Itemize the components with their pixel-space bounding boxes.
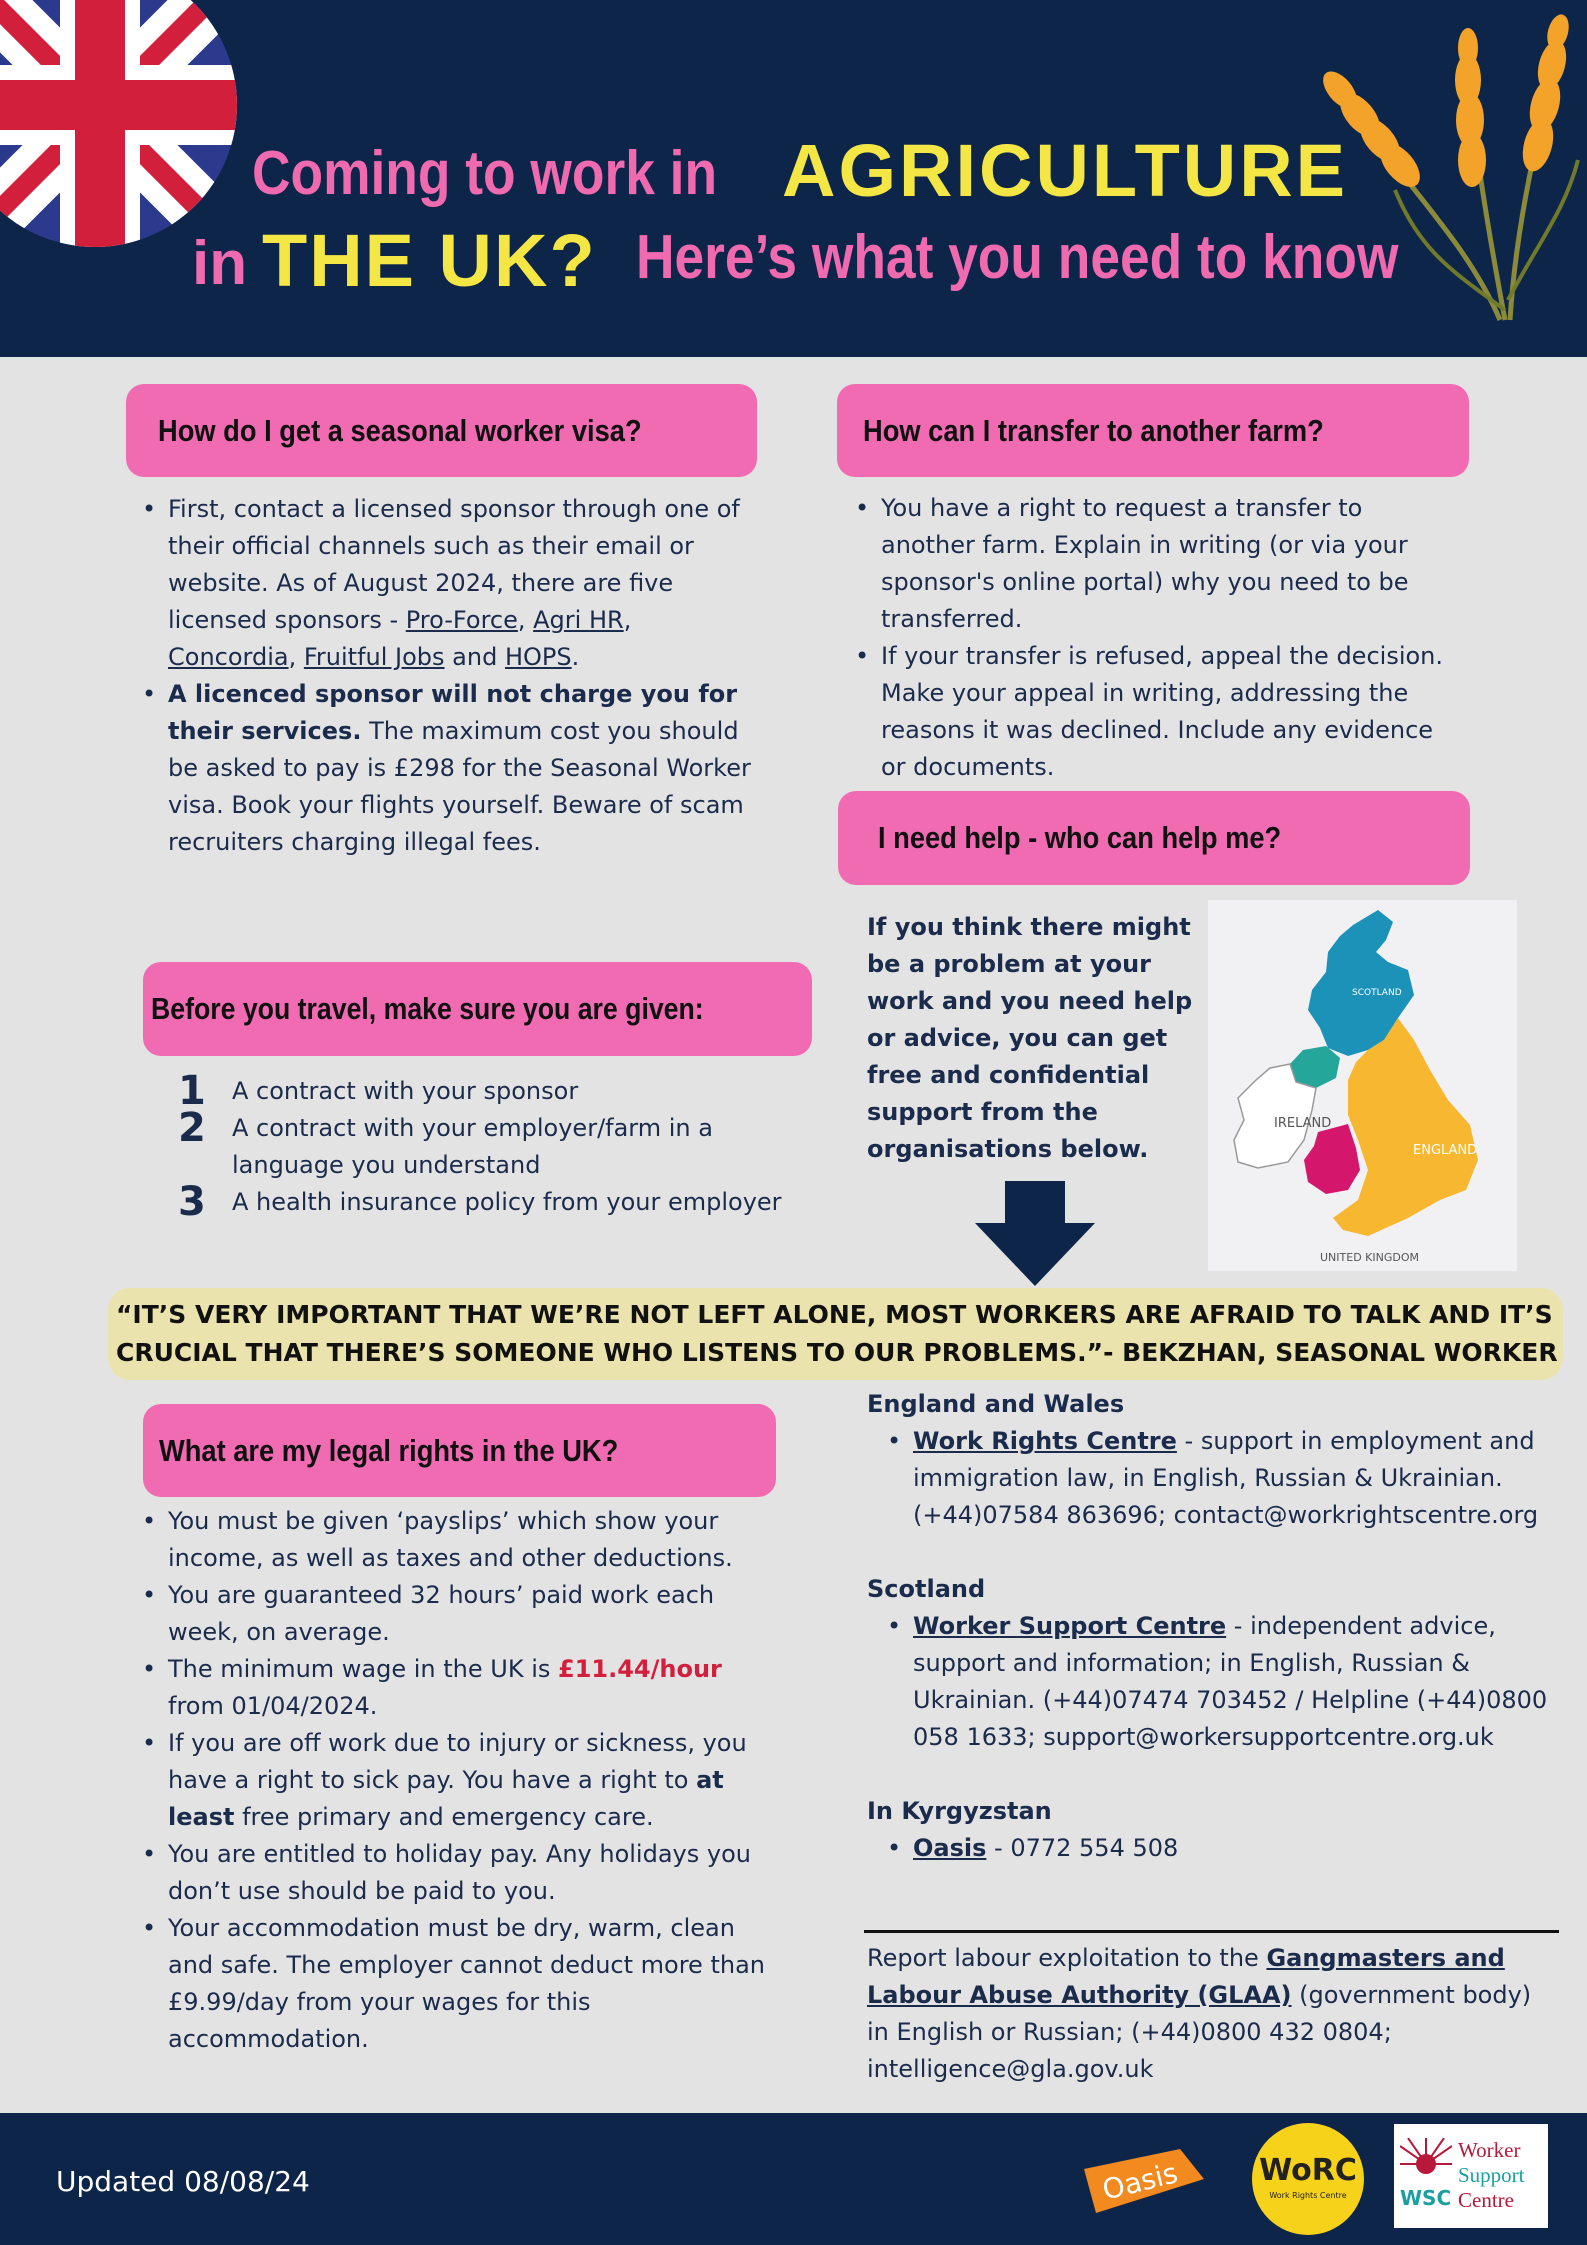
list-item: • Your accommodation must be dry, warm, clean and safe. The employer cannot deduct more than £9.99/day from your wages for this accommodation. [140, 1910, 780, 2058]
oasis-logo [1084, 2149, 1204, 2213]
rights-heading [143, 1404, 776, 1497]
visa-b2-bold: A licenced sponsor will not charge you for their services. [168, 680, 738, 745]
list-item: • If your transfer is refused, appeal the decision. Make your appeal in writing, addressing the reasons it was declined. Include any evidence or documents. [853, 638, 1453, 786]
list-item [140, 1651, 780, 1725]
worker-support-centre-link[interactable]: Worker Support Centre [913, 1612, 1227, 1640]
quote-line2: CRUCIAL THAT THERE’S SOMEONE WHO LISTENS TO OUR PROBLEMS.”- BEKZHAN, SEASONAL WORKER [116, 1338, 1558, 1367]
down-arrow-icon [975, 1181, 1095, 1286]
oasis-logo-text: Oasis [1099, 2156, 1182, 2207]
kyrgyzstan-title: In Kyrgyzstan [867, 1797, 1052, 1825]
map-label-england: ENGLAND [1413, 1143, 1478, 1158]
help-text: If you think there might be a problem at your work and you need help or advice, you can get free and confidential support from the organisations below. [867, 913, 1193, 1163]
item-text: A contract with your sponsor [232, 1077, 579, 1105]
help-heading [838, 791, 1470, 885]
sep: , [623, 606, 632, 634]
list-item [178, 1068, 828, 1114]
wsc-logo-text [1458, 2138, 1525, 2213]
wsc-text: - independent advice, support and information; in English, Russian & Ukrainian. (+44)07474 703452 / Helpline (+44)0800 058 1633; support@workersupportcentre.org.uk [913, 1612, 1548, 1751]
headline-line1: Coming to work in [252, 139, 718, 208]
scotland-title: Scotland [867, 1575, 986, 1603]
map-label-scotland: SCOTLAND [1352, 988, 1402, 998]
oasis-text: - 0772 554 508 [986, 1834, 1179, 1862]
sep: . [571, 643, 580, 671]
divider [864, 1930, 1559, 1933]
visa-heading-text: How do I get a seasonal worker visa? [158, 412, 642, 448]
kyrgyzstan-list [867, 1830, 1567, 1867]
scotland-list [867, 1608, 1567, 1756]
glaa-post: (government body) in English or Russian; (+44)0800 432 0804; intelligence@gla.gov.uk [867, 1981, 1532, 2083]
headline-the-uk: THE UK? [262, 219, 597, 302]
list-item: • You are entitled to holiday pay. Any holidays you don’t use should be paid to you. [140, 1836, 780, 1910]
item-text: A health insurance policy from your employer [232, 1188, 782, 1216]
union-jack-flag-icon [0, 0, 240, 250]
travel-list [178, 1068, 828, 1225]
item-number: 2 [178, 1105, 206, 1151]
pro-force-link[interactable]: Pro-Force [405, 606, 518, 634]
wsc-logo-line3: Centre [1458, 2188, 1514, 2212]
travel-heading-text: Before you travel, make sure you are given: [151, 991, 704, 1026]
wrc-text: - support in employment and immigration law, in English, Russian & Ukrainian. (+44)07584 863696; contact@workrightscentre.org [913, 1427, 1539, 1529]
minimum-wage-value: £11.44/hour [558, 1655, 722, 1683]
wsc-logo-line2: Support [1458, 2163, 1525, 2187]
sep: , [517, 606, 534, 634]
headline-in: in [192, 229, 248, 298]
work-rights-centre-link[interactable]: Work Rights Centre [913, 1427, 1177, 1455]
list-item [885, 1608, 1567, 1756]
wsc-abbr: WSC [1400, 2186, 1452, 2210]
sick-post: free primary and emergency care. [234, 1803, 654, 1831]
updated-date: Updated 08/08/24 [56, 2165, 310, 2198]
wsc-logo-line1: Worker [1458, 2138, 1521, 2162]
rights-list [140, 1503, 780, 2058]
agri-hr-link[interactable]: Agri HR [533, 606, 624, 634]
list-item [140, 676, 760, 861]
list-item [885, 1830, 1567, 1867]
transfer-list [853, 490, 1453, 786]
help-heading-text: I need help - who can help me? [878, 820, 1282, 855]
fruitful-jobs-link[interactable]: Fruitful Jobs [303, 643, 445, 671]
item-number: 3 [178, 1179, 206, 1225]
worc-logo-subtext: Work Rights Centre [1269, 2191, 1347, 2200]
quote-box [108, 1288, 1563, 1380]
uk-map-icon [1208, 900, 1517, 1271]
map-caption: UNITED KINGDOM [1320, 1251, 1419, 1264]
wage-pre: The minimum wage in the UK is [168, 1655, 559, 1683]
worc-logo-text: WoRC [1259, 2153, 1357, 2188]
concordia-link[interactable]: Concordia [168, 643, 289, 671]
england-wales-list [867, 1423, 1567, 1534]
sick-pre: If you are off work due to injury or sickness, you have a right to sick pay. You have a right to [168, 1729, 747, 1794]
worc-logo [1252, 2123, 1364, 2235]
item-number: 1 [178, 1068, 206, 1114]
visa-list [140, 491, 760, 861]
visa-b1-text: First, contact a licensed sponsor through one of their official channels such as their email or website. As of August 2024, there are five licensed sponsors - [168, 495, 740, 634]
visa-heading [126, 384, 757, 477]
transfer-heading-text: How can I transfer to another farm? [863, 412, 1324, 448]
oasis-link[interactable]: Oasis [913, 1834, 987, 1862]
list-item: • You have a right to request a transfer to another farm. Explain in writing (or via your sponsor's online portal) why you need to be transferred. [853, 490, 1453, 638]
list-item [178, 1179, 828, 1225]
list-item [178, 1105, 828, 1184]
item-text: A contract with your employer/farm in a language you understand [232, 1114, 713, 1179]
list-item [140, 1725, 780, 1836]
visa-b2-text: The maximum cost you should be asked to pay is £298 for the Seasonal Worker visa. Book your flights yourself. Beware of scam recruiters charging illegal fees. [168, 717, 751, 856]
map-label-ireland: IRELAND [1274, 1116, 1332, 1131]
footer [0, 2113, 1587, 2245]
wage-post: from 01/04/2024. [168, 1692, 378, 1720]
sick-bold: at least [168, 1766, 724, 1831]
sunburst-icon [1400, 2138, 1452, 2190]
england-wales-title: England and Wales [867, 1390, 1125, 1418]
list-item: • You are guaranteed 32 hours’ paid work each week, on average. [140, 1577, 780, 1651]
header-banner [0, 0, 1587, 357]
glaa-pre: Report labour exploitation to the [867, 1944, 1267, 1972]
sep: and [444, 643, 505, 671]
org-list [867, 1386, 1567, 1867]
list-item [885, 1423, 1567, 1534]
list-item: • You must be given ‘payslips’ which show your income, as well as taxes and other deductions. [140, 1503, 780, 1577]
uk-map [1208, 900, 1517, 1271]
hops-link[interactable]: HOPS [504, 643, 572, 671]
wsc-logo [1394, 2124, 1548, 2228]
headline-agriculture: AGRICULTURE [782, 129, 1349, 212]
travel-heading [143, 962, 812, 1056]
quote-line1: “IT’S VERY IMPORTANT THAT WE’RE NOT LEFT ALONE, MOST WORKERS ARE AFRAID TO TALK AND IT’S [116, 1300, 1553, 1329]
rights-heading-text: What are my legal rights in the UK? [159, 1432, 619, 1468]
list-item [140, 491, 760, 676]
sep: , [288, 643, 304, 671]
glaa-text [867, 1940, 1557, 2088]
headline-line2: Here’s what you need to know [636, 223, 1399, 292]
transfer-heading [837, 384, 1469, 477]
glaa-link[interactable]: Gangmasters and Labour Abuse Authority (GLAA) [867, 1944, 1505, 2009]
wheat-icon [1300, 10, 1580, 330]
